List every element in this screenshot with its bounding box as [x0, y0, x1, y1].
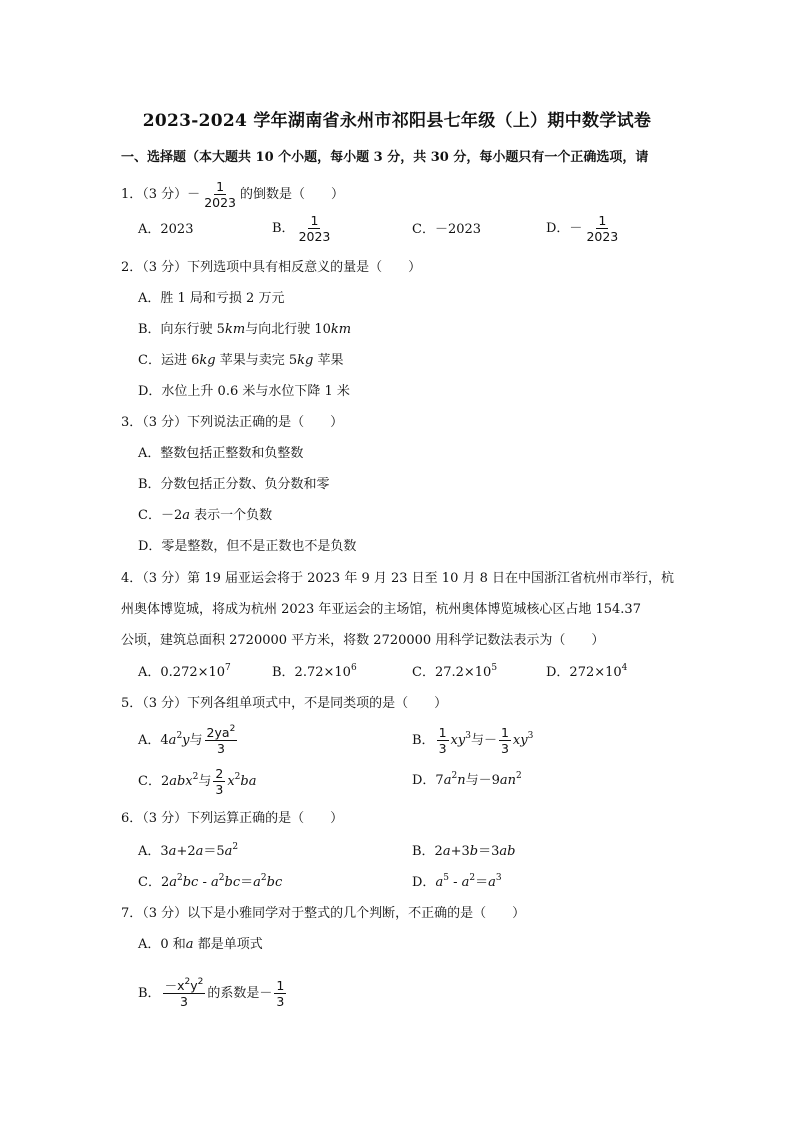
fraction: $\frac{2ya^2}{3}$	[206, 724, 236, 756]
option-a: A．整数包括正整数和负整数	[138, 446, 304, 461]
question-1-stem: 1．（3 分）－ $\frac{1}{2023}$ 的倒数是（ ）	[121, 179, 345, 210]
option-a: A．$4a^2y$与 $\frac{2ya^2}{3}$	[138, 724, 236, 756]
fraction: $\frac{1}{3}$	[500, 725, 509, 756]
option-b: B．2a+3b＝3ab	[412, 844, 516, 859]
fraction: $\frac{1}{2023}$	[586, 213, 619, 244]
option-b: B． $\frac{-x^2y^2}{3}$ 的系数是－ $\frac{1}{3}$	[138, 977, 285, 1009]
option-a: A．$3a+2a=5a^2$	[138, 842, 239, 859]
option-a: A．胜 1 局和亏损 2 万元	[138, 291, 285, 306]
option-b: B． $\frac{1}{2023}$	[272, 213, 331, 244]
section-heading: 一、选择题（本大题共 10 个小题，每小题 3 分，共 30 分，每小题只有一个正确选项，请	[121, 150, 649, 165]
fraction: $\frac{1}{2023}$	[298, 213, 331, 244]
option-c: C．$27.2\times 10^5$	[412, 663, 498, 680]
option-a: A．$0.272\times 10^7$	[138, 663, 231, 680]
option-a: A．2023	[138, 222, 194, 237]
option-b: B．$2.72\times 10^6$	[272, 663, 357, 680]
question-4-line-1: 4．（3 分）第 19 届亚运会将于 2023 年 9 月 23 日至 10 月 8 日在中国浙江省杭州市举行，杭	[121, 571, 675, 586]
fraction: $\frac{1}{2023}$	[204, 179, 236, 210]
fraction: $\frac{2}{3}$	[215, 766, 224, 797]
question-4-line-3: 公顷，建筑总面积 2720000 平方米，将数 2720000 用科学记数法表示为（ ）	[121, 633, 605, 648]
question-4-line-2: 州奥体博览城，将成为杭州 2023 年亚运会的主场馆，杭州奥体博览城核心区占地 154.37	[121, 602, 641, 617]
option-d: D．水位上升 0.6 米与水位下降 1 米	[138, 384, 350, 399]
option-d: D．$272\times 10^4$	[546, 663, 628, 680]
option-d: D．$7a^2n$与$-9an^2$	[412, 771, 522, 788]
option-d: D．$a^5 - a^2=a^3$	[412, 873, 502, 890]
fraction: $\frac{1}{3}$	[438, 725, 447, 756]
question-5-stem: 5．（3 分）下列各组单项式中，不是同类项的是（ ）	[121, 696, 448, 711]
question-7-stem: 7．（3 分）以下是小雅同学对于整式的几个判断，不正确的是（ ）	[121, 906, 526, 921]
question-6-stem: 6．（3 分）下列运算正确的是（ ）	[121, 811, 344, 826]
option-c: C．运进 6kg 苹果与卖完 5kg 苹果	[138, 353, 344, 368]
option-c: C．－2a 表示一个负数	[138, 508, 273, 523]
page-title: 2023-2024 学年湖南省永州市祁阳县七年级（上）期中数学试卷	[142, 111, 652, 131]
option-c: C．－2023	[412, 222, 482, 237]
fraction: $\frac{-x^2y^2}{3}$	[164, 977, 204, 1009]
option-c: C．2abx$^2$与 $\frac{2}{3}$ $x^2ba$	[138, 766, 257, 797]
fraction: $\frac{1}{3}$	[276, 978, 285, 1009]
option-d: D．零是整数，但不是正数也不是负数	[138, 539, 357, 554]
option-b: B．向东行驶 5km与向北行驶 10km	[138, 322, 352, 337]
option-a: A．0 和a 都是单项式	[138, 937, 263, 952]
option-d: D．－ $\frac{1}{2023}$	[546, 213, 619, 244]
option-b: B． $\frac{1}{3}$ $xy^3$与－ $\frac{1}{3}$ $xy^3$	[412, 725, 534, 756]
question-3-stem: 3．（3 分）下列说法正确的是（ ）	[121, 415, 344, 430]
option-c: C．$2a^2bc - a^2bc=a^2bc$	[138, 873, 283, 890]
question-2-stem: 2．（3 分）下列选项中具有相反意义的量是（ ）	[121, 260, 422, 275]
option-b: B．分数包括正分数、负分数和零	[138, 477, 330, 492]
